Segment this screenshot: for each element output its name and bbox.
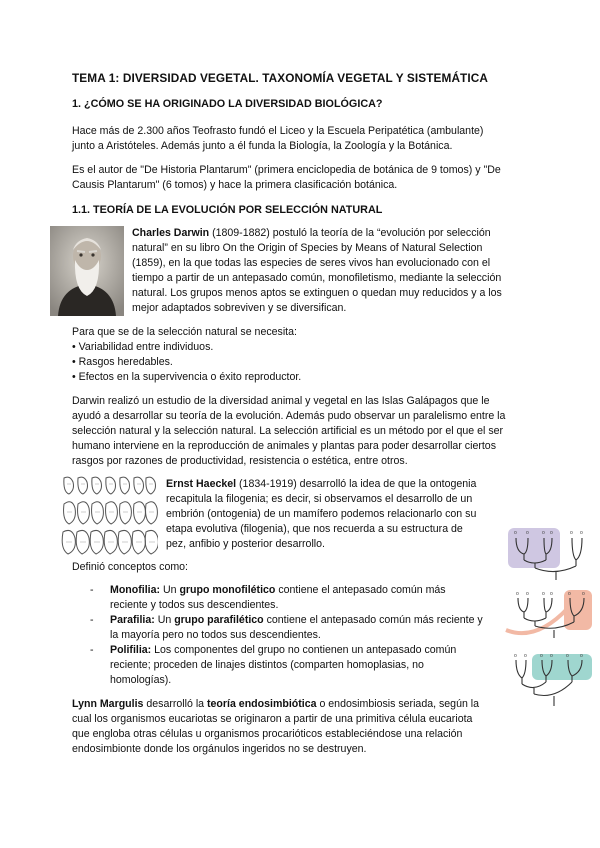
cladogram-diagram (504, 526, 596, 726)
svg-text:o: o (526, 591, 529, 597)
needs-intro: Para que se de la selección natural se necesita: (72, 326, 297, 338)
concepts-intro: Definió conceptos como: (72, 561, 189, 573)
svg-text:o: o (542, 530, 545, 536)
svg-text:o: o (580, 653, 583, 659)
svg-text:o: o (516, 591, 519, 597)
darwin-photo (50, 226, 124, 316)
haeckel-name: Ernst Haeckel (166, 478, 237, 490)
paragraph-teofrasto: Hace más de 2.300 años Teofrasto fundó el Liceo y la Escuela Peripatética (ambulante) junto a Aristóteles. Además junto a él funda la Biología, la Zoología y la Botánica. (72, 125, 484, 152)
paragraph-haeckel: Ernst Haeckel (1834-1919) desarrolló la idea de que la ontogenia recapitula la filogenia; es decir, si observamos el desarrollo de un embrión (ontogenia) de un mamífero podemos relacionarlo con su etapa evolutiva (filogenia), que nos recuerda a su estructura de pez, anfibio y posterior desarrollo. (166, 478, 477, 550)
svg-text:o: o (514, 530, 517, 536)
svg-text:o: o (580, 530, 583, 536)
darwin-name: Charles Darwin (132, 227, 210, 239)
svg-text:o: o (514, 653, 517, 659)
list-item: • Rasgos heredables. (72, 356, 173, 368)
svg-text:o: o (570, 530, 573, 536)
concept-polifilia: - Polifilia: Los componentes del grupo no contienen un antepasado común reciente; proceden de linajes distintos (comparten homoplasias, no homologías). (90, 644, 457, 686)
svg-text:o: o (582, 591, 585, 597)
svg-text:o: o (550, 530, 553, 536)
haeckel-embryos-drawing (60, 474, 158, 556)
section-heading-1: 1. ¿CÓMO SE HA ORIGINADO LA DIVERSIDAD BIOLÓGICA? (72, 98, 383, 110)
paragraph-darwin: Charles Darwin (1809-1882) postuló la teoría de la “evolución por selección natural” en su libro On the Origin of Species by Means of Natural Selection (1859), en la que todas las especies de seres vivos han evolucionado con el tiempo a partir de un antepasado común, monofiletismo, mediante la selección natural. Los grupos menos aptos se extinguen o quedan muy reducidos y a los mejor adaptados sobreviven y se diversifican. (132, 227, 502, 314)
section-heading-1-1: 1.1. TEORÍA DE LA EVOLUCIÓN POR SELECCIÓN NATURAL (72, 204, 383, 216)
concepts-list (90, 583, 510, 688)
paragraph-historia-plantarum: Es el autor de "De Historia Plantarum" (primera enciclopedia de botánica de 9 tomos) y "De Causis Plantarum" (6 tomos) y hace la primera clasificación botánica. (72, 164, 501, 191)
svg-text:o: o (542, 591, 545, 597)
svg-text:o: o (540, 653, 543, 659)
svg-text:o: o (566, 653, 569, 659)
concept-monofilia: - Monofilia: Un grupo monofilético contiene el antepasado común más reciente y todos sus descendientes. (90, 584, 446, 611)
margulis-name: Lynn Margulis (72, 698, 144, 710)
svg-text:o: o (524, 653, 527, 659)
svg-text:o: o (550, 591, 553, 597)
needs-list (72, 340, 301, 385)
page-title: TEMA 1: DIVERSIDAD VEGETAL. TAXONOMÍA VEGETAL Y SISTEMÁTICA (72, 71, 488, 85)
svg-text:o: o (568, 591, 571, 597)
svg-text:o: o (550, 653, 553, 659)
paragraph-margulis: Lynn Margulis desarrolló la teoría endosimbiótica o endosimbiosis seriada, según la cual los organismos eucariotas se originaron a partir de una primitiva célula eucariota que engloba otras células u organismos procarióticos estableciéndose una relación endosimbionte donde los orgánulos ingeridos no se destruyen. (72, 698, 480, 755)
concept-parafilia: - Parafilia: Un grupo parafilético contiene el antepasado común más reciente y la mayoría pero no todos sus descendientes. (90, 614, 483, 641)
paragraph-galapagos: Darwin realizó un estudio de la diversidad animal y vegetal en las Islas Galápagos que le ayudó a desarrollar su teoría de la evolución. Además pudo observar un paralelismo entre la selección natural y la selección natural. La selección artificial es un método por el que el ser humano interviene en la reproducción de animales y plantas para poder desarrollar ciertos rasgos por razones de productividad, resistencia o estética, entre otros. (72, 395, 506, 467)
list-item: • Efectos en la supervivencia o éxito reproductor. (72, 371, 302, 383)
list-item: • Variabilidad entre individuos. (72, 341, 214, 353)
svg-text:o: o (526, 530, 529, 536)
